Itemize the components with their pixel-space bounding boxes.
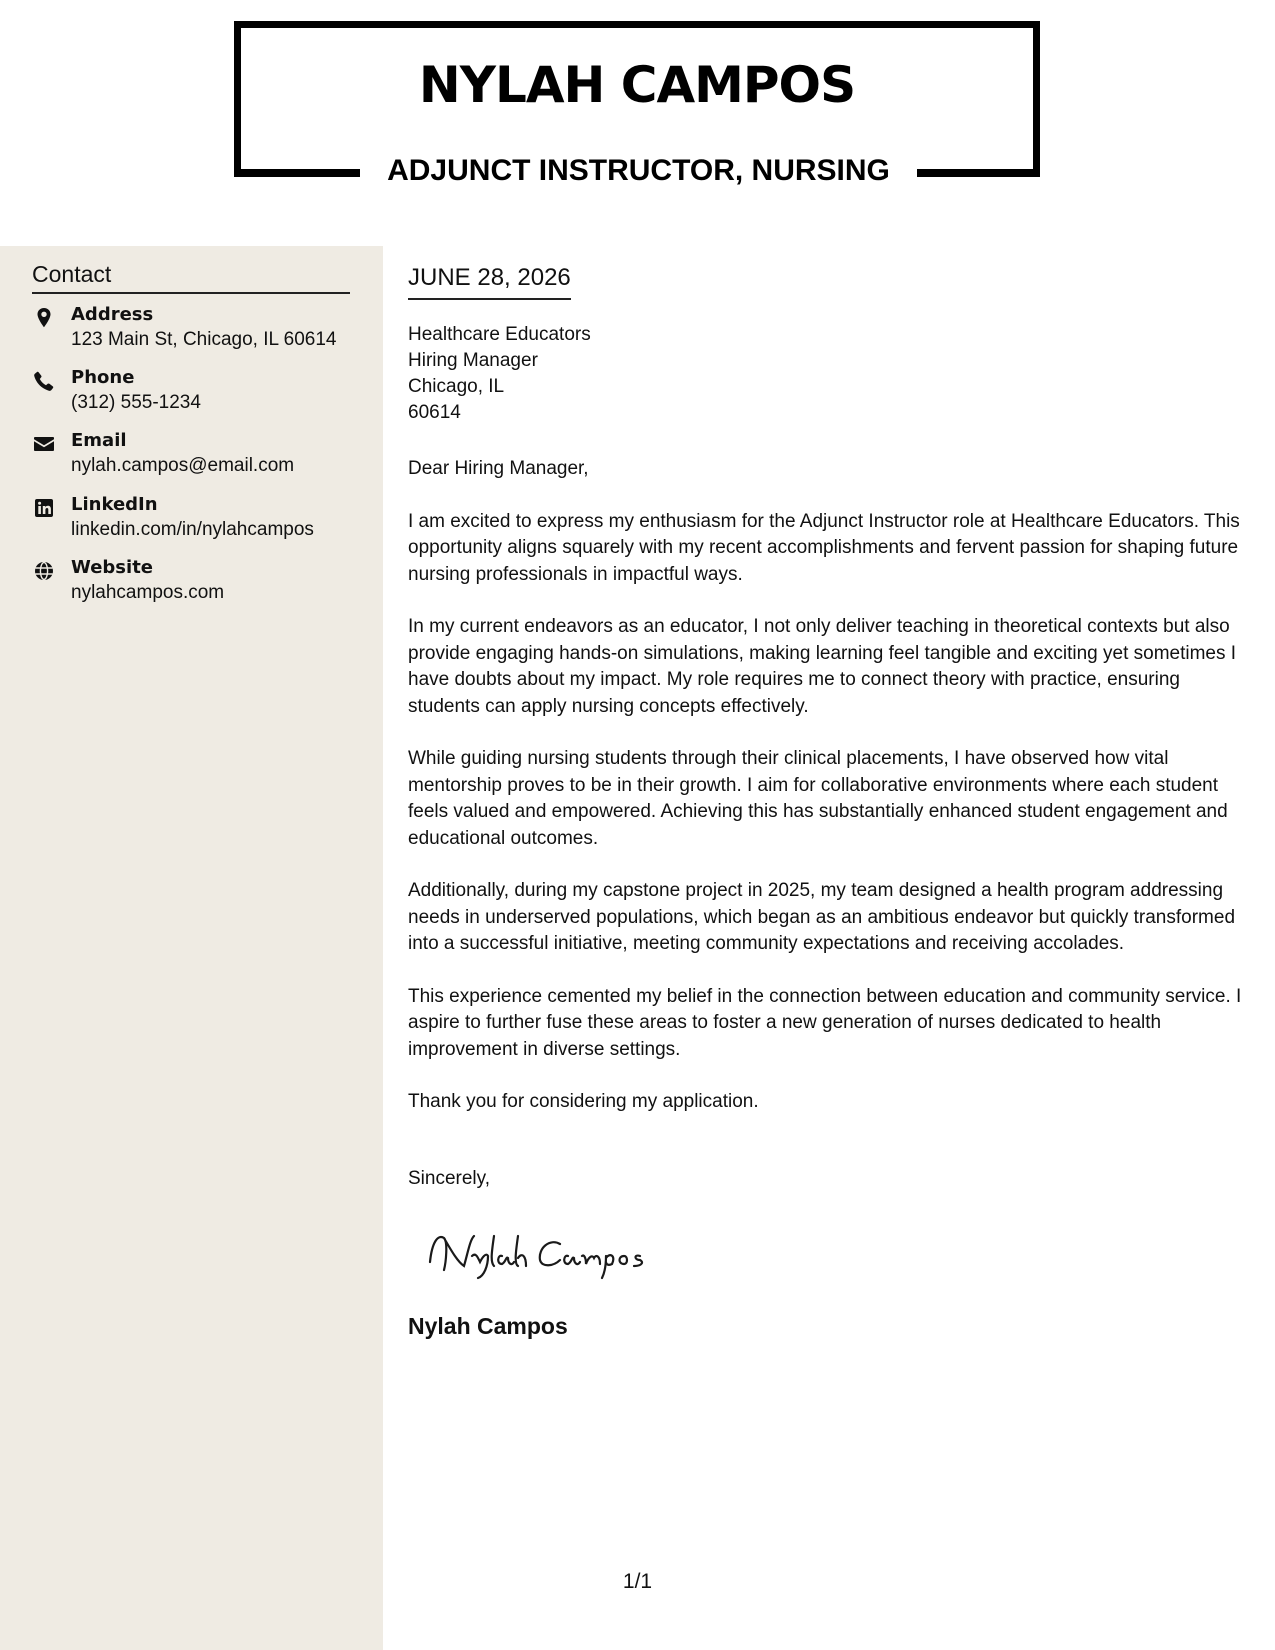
letter-paragraph: While guiding nursing students through their clinical placements, I have observed how vital mentorship proves to be in their growth. I aim for collaborative environments where each student feels valued and empowered. Achieving this has substantially enhanced student engagement and educational outcomes. [408,748,1228,849]
recipient-line: 60614 [408,402,461,423]
contact-value: 123 Main St, Chicago, IL 60614 [71,329,337,350]
recipient-line: Hiring Manager [408,350,538,371]
contact-label: LinkedIn [71,494,158,515]
contact-value: nylah.campos@email.com [71,455,295,476]
recipient-line: Healthcare Educators [408,324,591,345]
salutation: Dear Hiring Manager, [408,458,589,479]
letter-paragraph: This experience cemented my belief in the connection between education and community service. I aspire to further fuse these areas to foster a new generation of nurses dedicated to health improvement in diverse settings. [408,985,1242,1060]
page-number: 1/1 [622,1570,653,1593]
header-frame-bottom-right [917,169,1040,177]
letter-date: JUNE 28, 2026 [408,264,571,300]
letter-paragraph: Thank you for considering my application. [408,1091,759,1112]
letter-paragraph: Additionally, during my capstone project in 2025, my team designed a health program addressing needs in underserved populations, which began as an ambitious endeavor but quickly transformed into a successful initiative, meeting community expectations and receiving accolades. [408,880,1236,954]
envelope-icon [32,432,56,456]
letter-body [408,456,1248,1142]
recipient-block [408,322,591,426]
contact-label: Address [71,304,154,325]
header-frame-bottom-left [234,169,360,177]
signer-name: Nylah Campos [408,1313,568,1339]
job-title: ADJUNCT INSTRUCTOR, NURSING [387,154,890,187]
contact-label: Email [71,430,127,451]
contact-value: nylahcampos.com [71,582,225,603]
contact-value: (312) 555-1234 [71,392,201,413]
contact-label: Website [71,557,154,578]
handwritten-signature [420,1222,660,1282]
map-pin-icon [32,306,56,330]
letter-paragraph: I am excited to express my enthusiasm for the Adjunct Instructor role at Healthcare Educators. This opportunity aligns squarely with my recent accomplishments and fervent passion for shaping future nursing professionals in impactful ways. [408,510,1240,585]
linkedin-icon [32,496,56,520]
contact-heading: Contact [32,261,350,294]
recipient-line: Chicago, IL [408,376,505,397]
globe-icon [32,559,56,583]
phone-icon [32,369,56,393]
applicant-name: NYLAH CAMPOS [418,56,856,114]
contact-value: linkedin.com/in/nylahcampos [71,519,314,540]
closing: Sincerely, [408,1168,491,1189]
contact-label: Phone [71,367,135,388]
letter-paragraph: In my current endeavors as an educator, I not only deliver teaching in theoretical contexts but also provide engaging hands-on simulations, making learning feel tangible and exciting yet sometimes I have doubts about my impact. My role requires me to connect theory with practice, ensuring students can apply nursing concepts effectively. [408,616,1237,717]
